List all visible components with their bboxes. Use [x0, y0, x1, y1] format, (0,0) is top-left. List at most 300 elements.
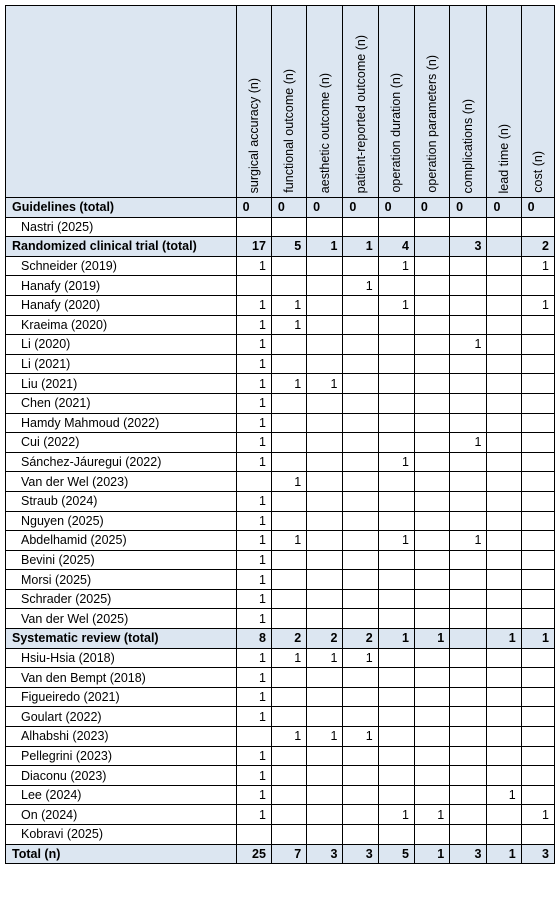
row-label: Cui (2022) [6, 433, 237, 453]
row-label: Van den Bempt (2018) [6, 668, 237, 688]
value-cell [307, 491, 343, 511]
row-label: Total (n) [6, 844, 237, 864]
value-cell [271, 707, 306, 727]
value-cell: 1 [414, 629, 449, 649]
value-cell [414, 511, 449, 531]
value-cell [343, 393, 378, 413]
value-cell [521, 433, 554, 453]
value-cell [414, 472, 449, 492]
value-cell [450, 825, 487, 845]
table-body [6, 198, 555, 864]
value-cell: 1 [236, 707, 271, 727]
value-cell [378, 472, 414, 492]
value-cell [414, 668, 449, 688]
value-cell [450, 276, 487, 296]
value-cell: 0 [378, 198, 414, 218]
value-cell [414, 354, 449, 374]
column-header [487, 6, 521, 198]
value-cell [450, 727, 487, 747]
value-cell: 1 [378, 256, 414, 276]
table-row [6, 648, 555, 668]
value-cell [236, 472, 271, 492]
value-cell [450, 354, 487, 374]
value-cell [378, 687, 414, 707]
value-cell: 3 [450, 237, 487, 257]
value-cell: 1 [307, 648, 343, 668]
value-cell: 1 [236, 315, 271, 335]
row-label: Alhabshi (2023) [6, 727, 237, 747]
value-cell [307, 256, 343, 276]
table-row [6, 276, 555, 296]
value-cell: 3 [307, 844, 343, 864]
value-cell [307, 413, 343, 433]
value-cell [271, 433, 306, 453]
value-cell [271, 687, 306, 707]
value-cell [521, 746, 554, 766]
value-cell: 1 [307, 727, 343, 747]
value-cell [343, 217, 378, 237]
value-cell [343, 570, 378, 590]
value-cell [521, 785, 554, 805]
value-cell: 0 [271, 198, 306, 218]
value-cell [450, 785, 487, 805]
table-row [6, 589, 555, 609]
value-cell [414, 315, 449, 335]
value-cell [307, 276, 343, 296]
table-row [6, 335, 555, 355]
value-cell [414, 570, 449, 590]
value-cell: 0 [487, 198, 521, 218]
value-cell [307, 433, 343, 453]
table-row [6, 727, 555, 747]
column-header-label: lead time (n) [497, 123, 512, 193]
value-cell [307, 531, 343, 551]
value-cell [450, 648, 487, 668]
value-cell: 3 [521, 844, 554, 864]
value-cell [414, 727, 449, 747]
value-cell [343, 766, 378, 786]
table-row [6, 511, 555, 531]
value-cell: 1 [450, 433, 487, 453]
value-cell [343, 374, 378, 394]
value-cell: 1 [236, 491, 271, 511]
value-cell [307, 570, 343, 590]
value-cell [271, 217, 306, 237]
value-cell: 0 [343, 198, 378, 218]
column-header-label: surgical accuracy (n) [246, 77, 261, 193]
table-row [6, 825, 555, 845]
value-cell [487, 531, 521, 551]
value-cell: 5 [271, 237, 306, 257]
value-cell [343, 550, 378, 570]
value-cell [487, 335, 521, 355]
value-cell: 1 [236, 570, 271, 590]
value-cell [487, 648, 521, 668]
value-cell: 1 [307, 237, 343, 257]
table-row [6, 374, 555, 394]
value-cell: 1 [307, 374, 343, 394]
table-row [6, 315, 555, 335]
value-cell [521, 217, 554, 237]
value-cell [414, 785, 449, 805]
value-cell [450, 629, 487, 649]
value-cell [271, 413, 306, 433]
value-cell [343, 256, 378, 276]
value-cell [378, 413, 414, 433]
row-label: Abdelhamid (2025) [6, 531, 237, 551]
value-cell [414, 217, 449, 237]
value-cell [378, 374, 414, 394]
value-cell [487, 589, 521, 609]
value-cell: 1 [236, 785, 271, 805]
value-cell [521, 727, 554, 747]
value-cell: 4 [378, 237, 414, 257]
value-cell: 1 [271, 727, 306, 747]
value-cell: 17 [236, 237, 271, 257]
value-cell [521, 570, 554, 590]
value-cell [378, 825, 414, 845]
value-cell [450, 707, 487, 727]
row-label: Van der Wel (2023) [6, 472, 237, 492]
value-cell [378, 707, 414, 727]
value-cell [307, 511, 343, 531]
value-cell: 1 [236, 433, 271, 453]
value-cell [378, 727, 414, 747]
value-cell [343, 746, 378, 766]
value-cell [343, 472, 378, 492]
table-row [6, 256, 555, 276]
row-label: Schrader (2025) [6, 589, 237, 609]
value-cell [271, 511, 306, 531]
group-row [6, 237, 555, 257]
value-cell [271, 609, 306, 629]
value-cell: 0 [236, 198, 271, 218]
value-cell [378, 511, 414, 531]
value-cell: 1 [414, 844, 449, 864]
value-cell [343, 295, 378, 315]
table-row [6, 785, 555, 805]
value-cell [521, 472, 554, 492]
value-cell: 1 [236, 511, 271, 531]
value-cell: 1 [236, 550, 271, 570]
row-label: Sánchez-Jáuregui (2022) [6, 452, 237, 472]
value-cell: 1 [521, 295, 554, 315]
value-cell [521, 315, 554, 335]
value-cell [343, 687, 378, 707]
value-cell [271, 393, 306, 413]
value-cell [414, 335, 449, 355]
value-cell [521, 668, 554, 688]
value-cell [450, 491, 487, 511]
value-cell [343, 825, 378, 845]
row-label: Pellegrini (2023) [6, 746, 237, 766]
value-cell: 1 [450, 335, 487, 355]
value-cell [414, 589, 449, 609]
value-cell [307, 746, 343, 766]
value-cell [271, 785, 306, 805]
value-cell [343, 354, 378, 374]
value-cell: 1 [236, 746, 271, 766]
value-cell [307, 452, 343, 472]
value-cell [236, 825, 271, 845]
value-cell: 3 [343, 844, 378, 864]
value-cell [414, 707, 449, 727]
value-cell: 1 [378, 295, 414, 315]
row-label: Van der Wel (2025) [6, 609, 237, 629]
value-cell [521, 374, 554, 394]
value-cell [343, 433, 378, 453]
row-label: Systematic review (total) [6, 629, 237, 649]
value-cell [450, 570, 487, 590]
value-cell [450, 217, 487, 237]
value-cell [487, 707, 521, 727]
value-cell: 0 [414, 198, 449, 218]
value-cell [487, 668, 521, 688]
row-label: Hamdy Mahmoud (2022) [6, 413, 237, 433]
value-cell [343, 707, 378, 727]
value-cell [378, 609, 414, 629]
value-cell [450, 687, 487, 707]
value-cell [450, 550, 487, 570]
table-row [6, 295, 555, 315]
table-row [6, 668, 555, 688]
value-cell [271, 354, 306, 374]
value-cell [271, 766, 306, 786]
table-row [6, 609, 555, 629]
value-cell: 0 [450, 198, 487, 218]
column-header-label: operation parameters (n) [425, 55, 440, 193]
value-cell [378, 393, 414, 413]
outcomes-table [5, 5, 555, 864]
value-cell [487, 550, 521, 570]
row-label: Diaconu (2023) [6, 766, 237, 786]
value-cell [343, 785, 378, 805]
value-cell [271, 668, 306, 688]
value-cell: 1 [378, 452, 414, 472]
value-cell: 1 [487, 844, 521, 864]
value-cell: 2 [271, 629, 306, 649]
value-cell [378, 570, 414, 590]
value-cell [271, 805, 306, 825]
value-cell [307, 805, 343, 825]
value-cell [487, 825, 521, 845]
value-cell: 1 [271, 648, 306, 668]
table-row [6, 531, 555, 551]
row-label: Bevini (2025) [6, 550, 237, 570]
row-label: Li (2020) [6, 335, 237, 355]
value-cell [343, 315, 378, 335]
value-cell: 1 [236, 687, 271, 707]
value-cell: 1 [271, 374, 306, 394]
value-cell [521, 589, 554, 609]
value-cell [450, 511, 487, 531]
value-cell [271, 276, 306, 296]
value-cell [521, 531, 554, 551]
value-cell [487, 491, 521, 511]
value-cell [487, 511, 521, 531]
value-cell [487, 276, 521, 296]
value-cell [487, 295, 521, 315]
value-cell [487, 766, 521, 786]
column-header [236, 6, 271, 198]
table-row [6, 687, 555, 707]
value-cell: 5 [378, 844, 414, 864]
value-cell [414, 393, 449, 413]
column-header-label: operation duration (n) [389, 73, 404, 193]
column-header [378, 6, 414, 198]
value-cell: 1 [521, 805, 554, 825]
value-cell: 1 [271, 531, 306, 551]
row-label: Randomized clinical trial (total) [6, 237, 237, 257]
value-cell: 1 [378, 629, 414, 649]
value-cell [378, 589, 414, 609]
value-cell [521, 550, 554, 570]
value-cell [414, 648, 449, 668]
value-cell: 1 [236, 648, 271, 668]
table-row [6, 217, 555, 237]
value-cell [271, 589, 306, 609]
value-cell: 1 [236, 668, 271, 688]
value-cell: 1 [521, 256, 554, 276]
value-cell: 8 [236, 629, 271, 649]
value-cell [414, 374, 449, 394]
value-cell: 2 [307, 629, 343, 649]
value-cell: 1 [343, 276, 378, 296]
value-cell [487, 805, 521, 825]
value-cell [450, 668, 487, 688]
value-cell [487, 374, 521, 394]
value-cell [521, 413, 554, 433]
row-label: Hsiu-Hsia (2018) [6, 648, 237, 668]
value-cell: 1 [236, 374, 271, 394]
value-cell [343, 452, 378, 472]
corner-cell [6, 6, 237, 198]
value-cell [236, 727, 271, 747]
row-label: Guidelines (total) [6, 198, 237, 218]
value-cell [343, 805, 378, 825]
table-row [6, 393, 555, 413]
value-cell [487, 256, 521, 276]
value-cell [343, 589, 378, 609]
value-cell [521, 335, 554, 355]
value-cell [450, 452, 487, 472]
value-cell [378, 766, 414, 786]
value-cell: 0 [307, 198, 343, 218]
column-header [450, 6, 487, 198]
value-cell [414, 295, 449, 315]
table-row [6, 433, 555, 453]
value-cell [450, 256, 487, 276]
row-label: Lee (2024) [6, 785, 237, 805]
table-row [6, 452, 555, 472]
value-cell: 1 [236, 609, 271, 629]
value-cell [487, 237, 521, 257]
value-cell [414, 276, 449, 296]
column-header-label: patient-reported outcome (n) [353, 34, 368, 193]
value-cell [450, 472, 487, 492]
value-cell [271, 335, 306, 355]
value-cell [307, 335, 343, 355]
value-cell [307, 668, 343, 688]
value-cell: 1 [236, 256, 271, 276]
value-cell: 1 [343, 237, 378, 257]
value-cell [521, 511, 554, 531]
value-cell [521, 393, 554, 413]
value-cell [307, 785, 343, 805]
value-cell: 1 [487, 629, 521, 649]
value-cell: 2 [521, 237, 554, 257]
value-cell [378, 433, 414, 453]
value-cell [487, 393, 521, 413]
row-label: On (2024) [6, 805, 237, 825]
value-cell [414, 550, 449, 570]
column-header-label: functional outcome (n) [282, 69, 297, 193]
value-cell [307, 825, 343, 845]
column-header-label: aesthetic outcome (n) [317, 72, 332, 193]
table-row [6, 766, 555, 786]
value-cell [521, 648, 554, 668]
value-cell: 1 [343, 727, 378, 747]
value-cell [521, 825, 554, 845]
value-cell [343, 491, 378, 511]
value-cell: 1 [236, 335, 271, 355]
value-cell [521, 766, 554, 786]
value-cell: 1 [378, 531, 414, 551]
value-cell [487, 354, 521, 374]
value-cell: 1 [450, 531, 487, 551]
value-cell [487, 217, 521, 237]
value-cell: 1 [236, 589, 271, 609]
value-cell [343, 413, 378, 433]
value-cell [521, 609, 554, 629]
value-cell [307, 707, 343, 727]
value-cell [378, 335, 414, 355]
row-label: Li (2021) [6, 354, 237, 374]
row-label: Schneider (2019) [6, 256, 237, 276]
table-row [6, 570, 555, 590]
value-cell [307, 393, 343, 413]
value-cell [450, 393, 487, 413]
value-cell [414, 433, 449, 453]
value-cell [487, 433, 521, 453]
value-cell: 1 [236, 354, 271, 374]
value-cell [343, 531, 378, 551]
value-cell [487, 609, 521, 629]
value-cell [450, 766, 487, 786]
value-cell [378, 550, 414, 570]
value-cell: 1 [236, 413, 271, 433]
value-cell: 1 [271, 295, 306, 315]
value-cell [487, 746, 521, 766]
value-cell [487, 413, 521, 433]
value-cell [487, 472, 521, 492]
column-header-label: cost (n) [530, 151, 545, 193]
value-cell [487, 687, 521, 707]
table-row [6, 472, 555, 492]
value-cell [307, 472, 343, 492]
value-cell [343, 609, 378, 629]
value-cell [487, 315, 521, 335]
value-cell [414, 237, 449, 257]
value-cell [378, 785, 414, 805]
value-cell: 1 [521, 629, 554, 649]
total-row [6, 844, 555, 864]
value-cell [378, 746, 414, 766]
value-cell [307, 295, 343, 315]
value-cell [271, 550, 306, 570]
value-cell [307, 687, 343, 707]
value-cell [487, 570, 521, 590]
